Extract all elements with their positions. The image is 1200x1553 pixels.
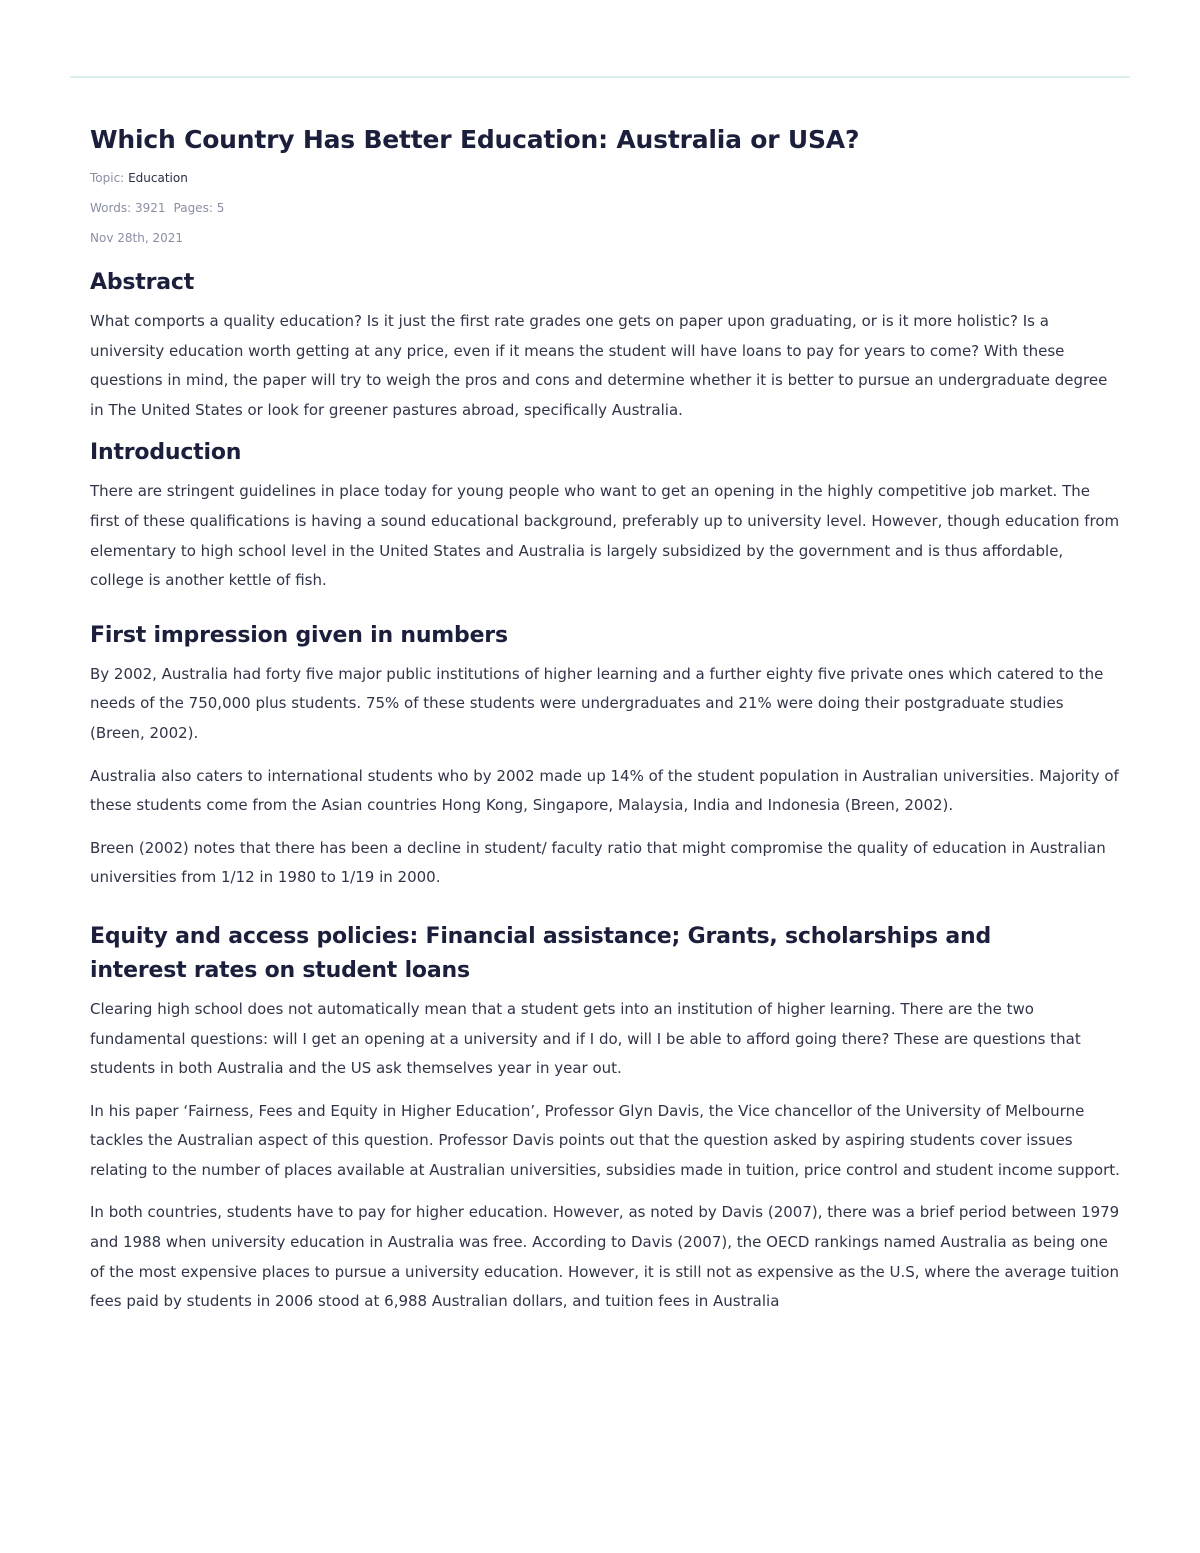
- article: [90, 118, 1120, 1317]
- topic-link[interactable]: Education: [128, 171, 188, 185]
- words-label: Words:: [90, 201, 132, 215]
- section-heading-numbers: First impression given in numbers: [90, 622, 508, 648]
- pages-label: Pages:: [173, 201, 213, 215]
- article-title: Which Country Has Better Education: Australia or USA?: [90, 125, 860, 154]
- top-divider: [70, 76, 1130, 78]
- paragraph: In his paper ‘Fairness, Fees and Equity in Higher Education’, Professor Glyn Davis, the Vice chancellor of the University of Melbourne tackles the Australian aspect of this question. Professor Davis points out that the question asked by aspiring students cover issues relating to the number of places available at Australian universities, subsidies made in tuition, price control and student income support.: [90, 1101, 1120, 1179]
- paragraph: Breen (2002) notes that there has been a decline in student/ faculty ratio that might compromise the quality of education in Australian universities from 1/12 in 1980 to 1/19 in 2000.: [90, 838, 1106, 887]
- topic-line: [90, 170, 1120, 186]
- paragraph: Australia also caters to international students who by 2002 made up 14% of the student population in Australian universities. Majority of these students come from the Asian countries Hong Kong, Singapore, Malaysia, India and Indonesia (Breen, 2002).: [90, 766, 1119, 815]
- word-page-count: [90, 200, 1120, 216]
- topic-label: Topic:: [90, 171, 125, 185]
- paragraph: Clearing high school does not automatically mean that a student gets into an institution of higher learning. There are the two fundamental questions: will I get an opening at a university and if I do, will I be able to afford going there? These are questions that students in both Australia and the US ask themselves year in year out.: [90, 999, 1081, 1078]
- paragraph: By 2002, Australia had forty five major public institutions of higher learning and a further eighty five private ones which catered to the needs of the 750,000 plus students. 75% of these students were undergraduates and 21% were doing their postgraduate studies (Breen, 2002).: [90, 664, 1104, 742]
- words-value: 3921: [134, 201, 166, 215]
- publish-date: Nov 28th, 2021: [90, 231, 183, 245]
- section-heading-equity: Equity and access policies: Financial assistance; Grants, scholarships and interest rates on student loans: [90, 923, 992, 983]
- paragraph: There are stringent guidelines in place today for young people who want to get an opening in the highly competitive job market. The first of these qualifications is having a sound educational background, preferably up to university level. However, though education from elementary to high school level in the United States and Australia is largely subsidized by the government and is thus affordable, college is another kettle of fish.: [90, 482, 1120, 590]
- section-heading-abstract: Abstract: [90, 270, 195, 295]
- pages-value: 5: [216, 201, 225, 215]
- paragraph: What comports a quality education? Is it just the first rate grades one gets on paper upon graduating, or is it more holistic? Is a university education worth getting at any price, even if it means the student will have loans to pay for years to come? With these questions in mind, the paper will try to weigh the pros and cons and determine whether it is better to pursue an undergraduate degree in The United States or look for greener pastures abroad, specifically Australia.: [90, 312, 1108, 419]
- paragraph: In both countries, students have to pay for higher education. However, as noted by Davis (2007), there was a brief period between 1979 and 1988 when university education in Australia was free. According to Davis (2007), the OECD rankings named Australia as being one of the most expensive places to pursue a university education. However, it is still not as expensive as the U.S, where the average tuition fees paid by students in 2006 stood at 6,988 Australian dollars, and tuition fees in Australia: [90, 1203, 1120, 1311]
- section-heading-introduction: Introduction: [90, 440, 242, 466]
